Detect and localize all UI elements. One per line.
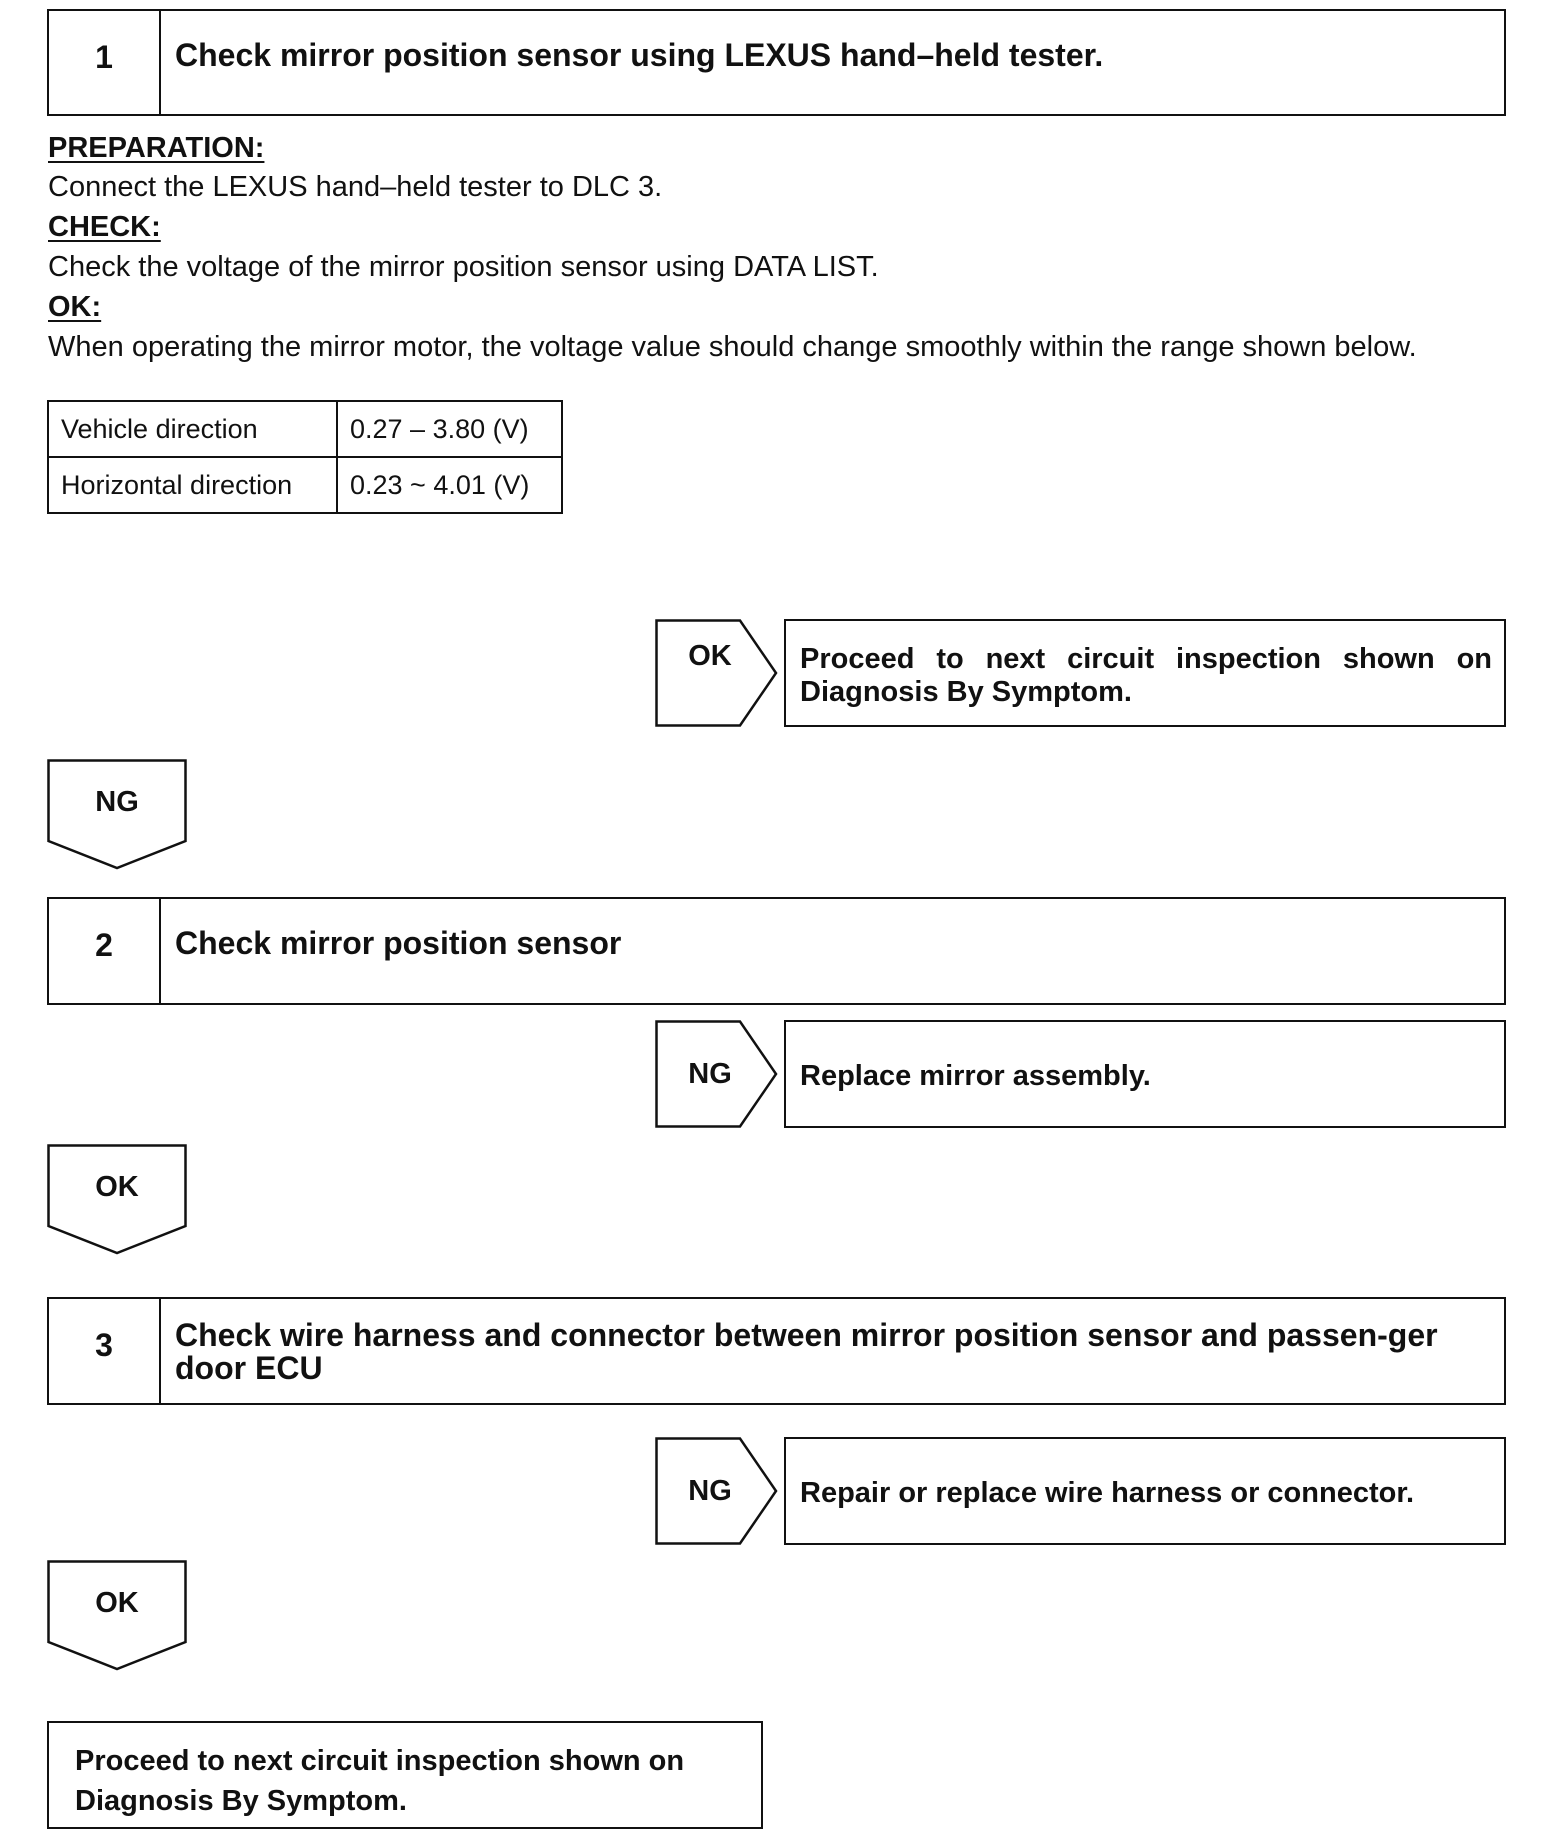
step-1-title: Check mirror position sensor using LEXUS hand–held tester. (175, 37, 1104, 73)
table-row (48, 401, 562, 457)
ok-text: When operating the mirror motor, the voltage value should change smoothly within the range shown below. (48, 331, 1417, 363)
step-2-title: Check mirror position sensor (175, 925, 622, 961)
check-label: CHECK: (48, 211, 161, 243)
step-3-number: 3 (49, 1299, 161, 1403)
ok-result-box (784, 619, 1506, 727)
ok-down-arrow-label: OK (95, 1171, 139, 1203)
ng-result-text: Repair or replace wire harness or connector. (800, 1477, 1415, 1509)
ok-right-arrow (655, 619, 779, 727)
ok-right-arrow-label: OK (688, 640, 732, 672)
ok-down-arrow-label: OK (95, 1587, 139, 1619)
spec-range-cell: 0.23 ~ 4.01 (V) (337, 457, 562, 513)
spec-range-cell: 0.27 – 3.80 (V) (337, 401, 562, 457)
ng-down-arrow-label: NG (95, 786, 139, 818)
final-result-box (47, 1721, 763, 1829)
ng-right-arrow-label: NG (688, 1058, 732, 1090)
voltage-spec-table (47, 400, 563, 514)
ng-result-text: Replace mirror assembly. (800, 1060, 1151, 1092)
preparation-label: PREPARATION: (48, 132, 265, 164)
check-text: Check the voltage of the mirror position sensor using DATA LIST. (48, 251, 879, 283)
ok-result-text: Proceed to next circuit inspection shown on Diagnosis By Symptom. (800, 643, 1492, 708)
step-2-number: 2 (49, 899, 161, 1003)
step-3-header (47, 1297, 1506, 1405)
spec-direction-cell: Vehicle direction (48, 401, 337, 457)
ok-label: OK: (48, 291, 102, 323)
step-3-title: Check wire harness and connector between mirror position sensor and passen-ger door ECU (175, 1317, 1438, 1386)
preparation-text: Connect the LEXUS hand–held tester to DLC 3. (48, 171, 663, 203)
table-row (48, 457, 562, 513)
step-1-header (47, 9, 1506, 116)
ng-result-box (784, 1437, 1506, 1545)
ng-result-box (784, 1020, 1506, 1128)
final-result-text: Proceed to next circuit inspection shown on Diagnosis By Symptom. (75, 1745, 685, 1817)
step-1-number: 1 (49, 11, 161, 114)
spec-direction-cell: Horizontal direction (48, 457, 337, 513)
step-2-header (47, 897, 1506, 1005)
ng-right-arrow-label: NG (688, 1475, 732, 1507)
